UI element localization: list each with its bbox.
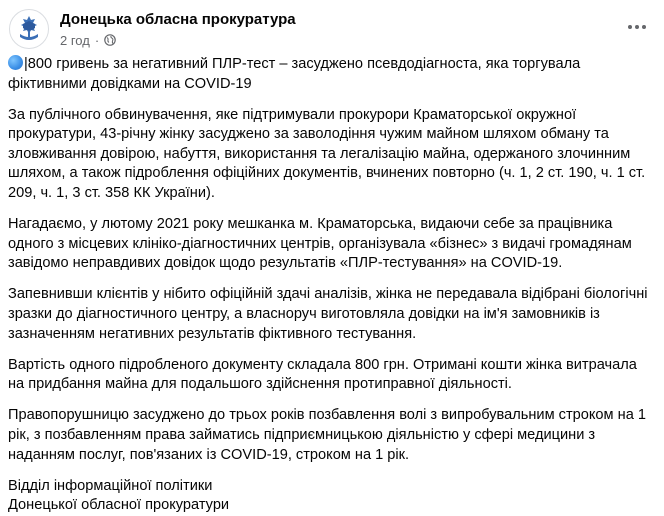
signature-line: Відділ інформаційної політики	[8, 477, 213, 494]
post-paragraph: Правопорушницю засуджено до трьох років позбавлення волі з випробувальним строком на 1 рік, з позбавленням права займатись підприємницькою діяльністю у сфері медицини з наданням послуг, пов'язаних із COVID-19, строком на 1 рік.	[8, 407, 646, 463]
page-avatar[interactable]	[9, 9, 49, 49]
post-header	[9, 6, 655, 52]
post-body	[8, 55, 648, 516]
page-name[interactable]: Донецька обласна прокуратура	[60, 11, 296, 28]
post-paragraph: Нагадаємо, у лютому 2021 року мешканка м. Краматорська, видаючи себе за працівника одного з місцевих клініко-діагностичних центрів, організувала «бізнес» з видачі громадянам завідомо неправдивих довідок щодо результатів «ПЛР-тестування» на COVID-19.	[8, 216, 632, 272]
post-paragraph: За публічного обвинувачення, яке підтримували прокурори Краматорської окружної прокуратури, 43-річну жінку засуджено за заволодіння чужим майном шляхом обману та зловживання довірою, набуття, використання та легалізацію майна, одержаного злочинним шляхом, а також підроблення офіційних документів, вчинених повторно (ч. 1, 2 ст. 190, ч. 1 ст. 209, ч. 1, 3 ст. 358 КК України).	[8, 106, 646, 202]
more-options-icon-dot	[635, 25, 639, 29]
signature-line: Донецької обласної прокуратури	[8, 497, 230, 514]
more-options-button[interactable]	[619, 9, 655, 45]
globe-icon[interactable]	[104, 34, 116, 46]
blue-circle-emoji-icon	[8, 55, 23, 70]
post-paragraph: Вартість одного підробленого документу складала 800 грн. Отримані кошти жінка витрачала на придбання майна для подальшого здійснення протиправної діяльності.	[8, 356, 637, 393]
more-options-icon	[628, 25, 632, 29]
post-paragraph: Запевнивши клієнтів у нібито офіційній здачі аналізів, жінка не передавала відібрані біологічні зразки до діагностичного центру, а власноруч виготовляла довідки на ім'я замовників із зазначенням негативних результатів фіктивного тестування.	[8, 286, 648, 342]
post-meta	[60, 32, 116, 48]
post-timestamp[interactable]: 2 год	[60, 32, 90, 48]
prosecutor-emblem-icon	[10, 10, 48, 48]
more-options-icon-dot	[642, 25, 646, 29]
meta-separator: ·	[94, 32, 100, 48]
post-headline	[8, 55, 648, 94]
headline-text: |800 гривень за негативний ПЛР-тест – засуджено псевдодіагноста, яка торгувала фіктивними довідками на COVID-19	[8, 56, 581, 92]
